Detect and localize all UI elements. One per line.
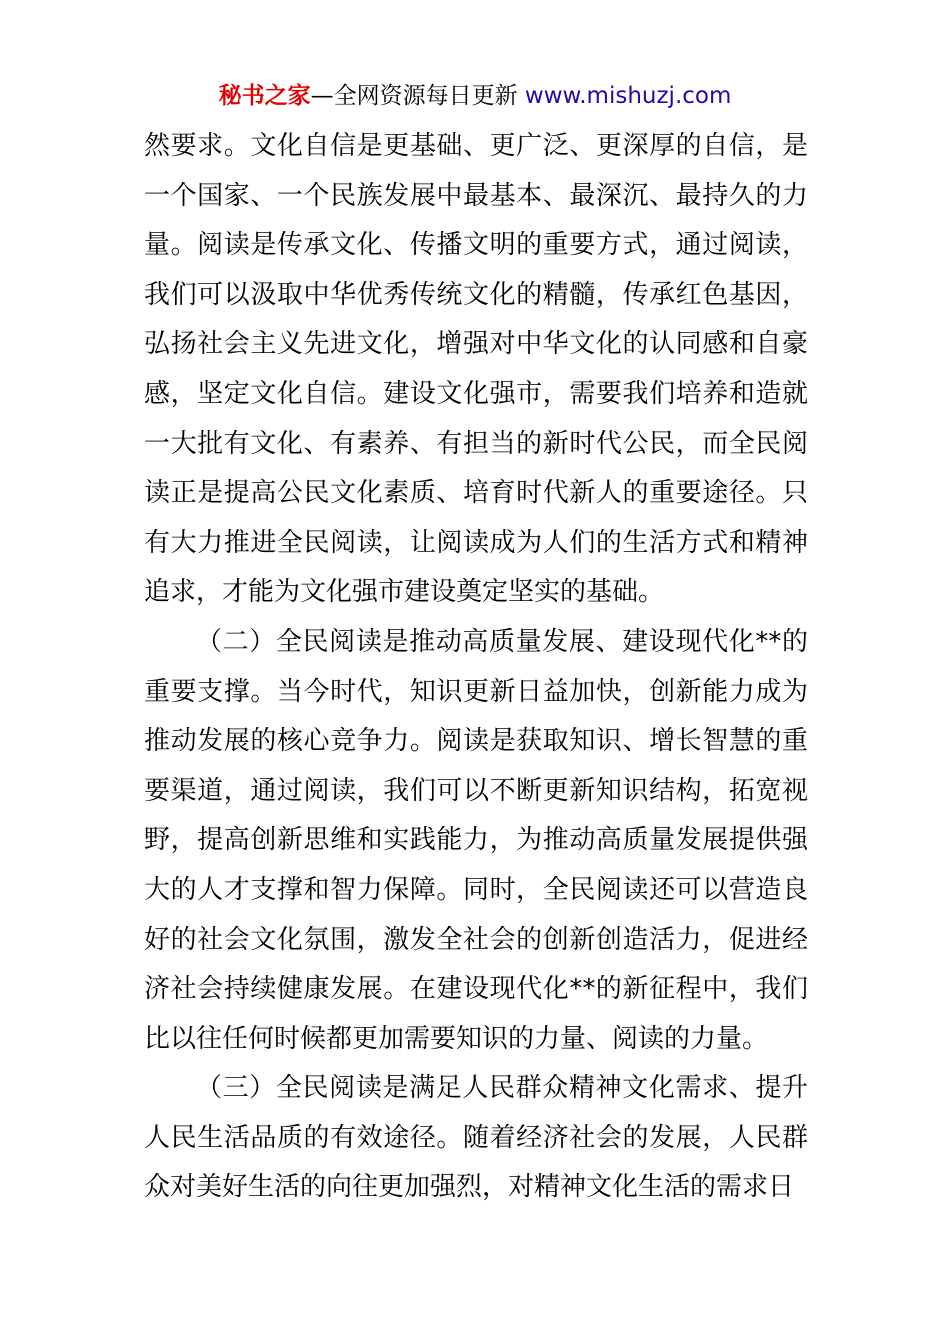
paragraph-section-2: （二）全民阅读是推动高质量发展、建设现代化**的重要支撑。当今时代，知识更新日益加快，创新能力成为推动发展的核心竞争力。阅读是获取知识、增长智慧的重要渠道，通过阅读，我们可以不断更新知识结构，拓宽视野，提高创新思维和实践能力，为推动高质量发展提供强大的人才支撑和智力保障。同时，全民阅读还可以营造良好的社会文化氛围，激发全社会的创新创造活力，促进经济社会持续健康发展。在建设现代化**的新征程中，我们比以往任何时候都更加需要知识的力量、阅读的力量。 (144, 626, 808, 1054)
site-header (0, 80, 950, 112)
site-url-link[interactable]: www.mishuzj.com (524, 83, 732, 109)
site-tagline: —全网资源每日更新 (310, 83, 518, 109)
paragraph-continued: 然要求。文化自信是更基础、更广泛、更深厚的自信，是一个国家、一个民族发展中最基本、最深沉、最持久的力量。阅读是传承文化、传播文明的重要方式，通过阅读，我们可以汲取中华优秀传统文化的精髓，传承红色基因，弘扬社会主义先进文化，增强对中华文化的认同感和自豪感，坚定文化自信。建设文化强市，需要我们培养和造就一大批有文化、有素养、有担当的新时代公民，而全民阅读正是提高公民文化素质、培育时代新人的重要途径。只有大力推进全民阅读，让阅读成为人们的生活方式和精神追求，才能为文化强市建设奠定坚实的基础。 (144, 131, 808, 608)
document-body (144, 122, 808, 1213)
site-brand: 秘书之家 (218, 83, 311, 109)
paragraph-section-3: （三）全民阅读是满足人民群众精神文化需求、提升人民生活品质的有效途径。随着经济社会的发展，人民群众对美好生活的向往更加强烈，对精神文化生活的需求日 (144, 1073, 808, 1203)
